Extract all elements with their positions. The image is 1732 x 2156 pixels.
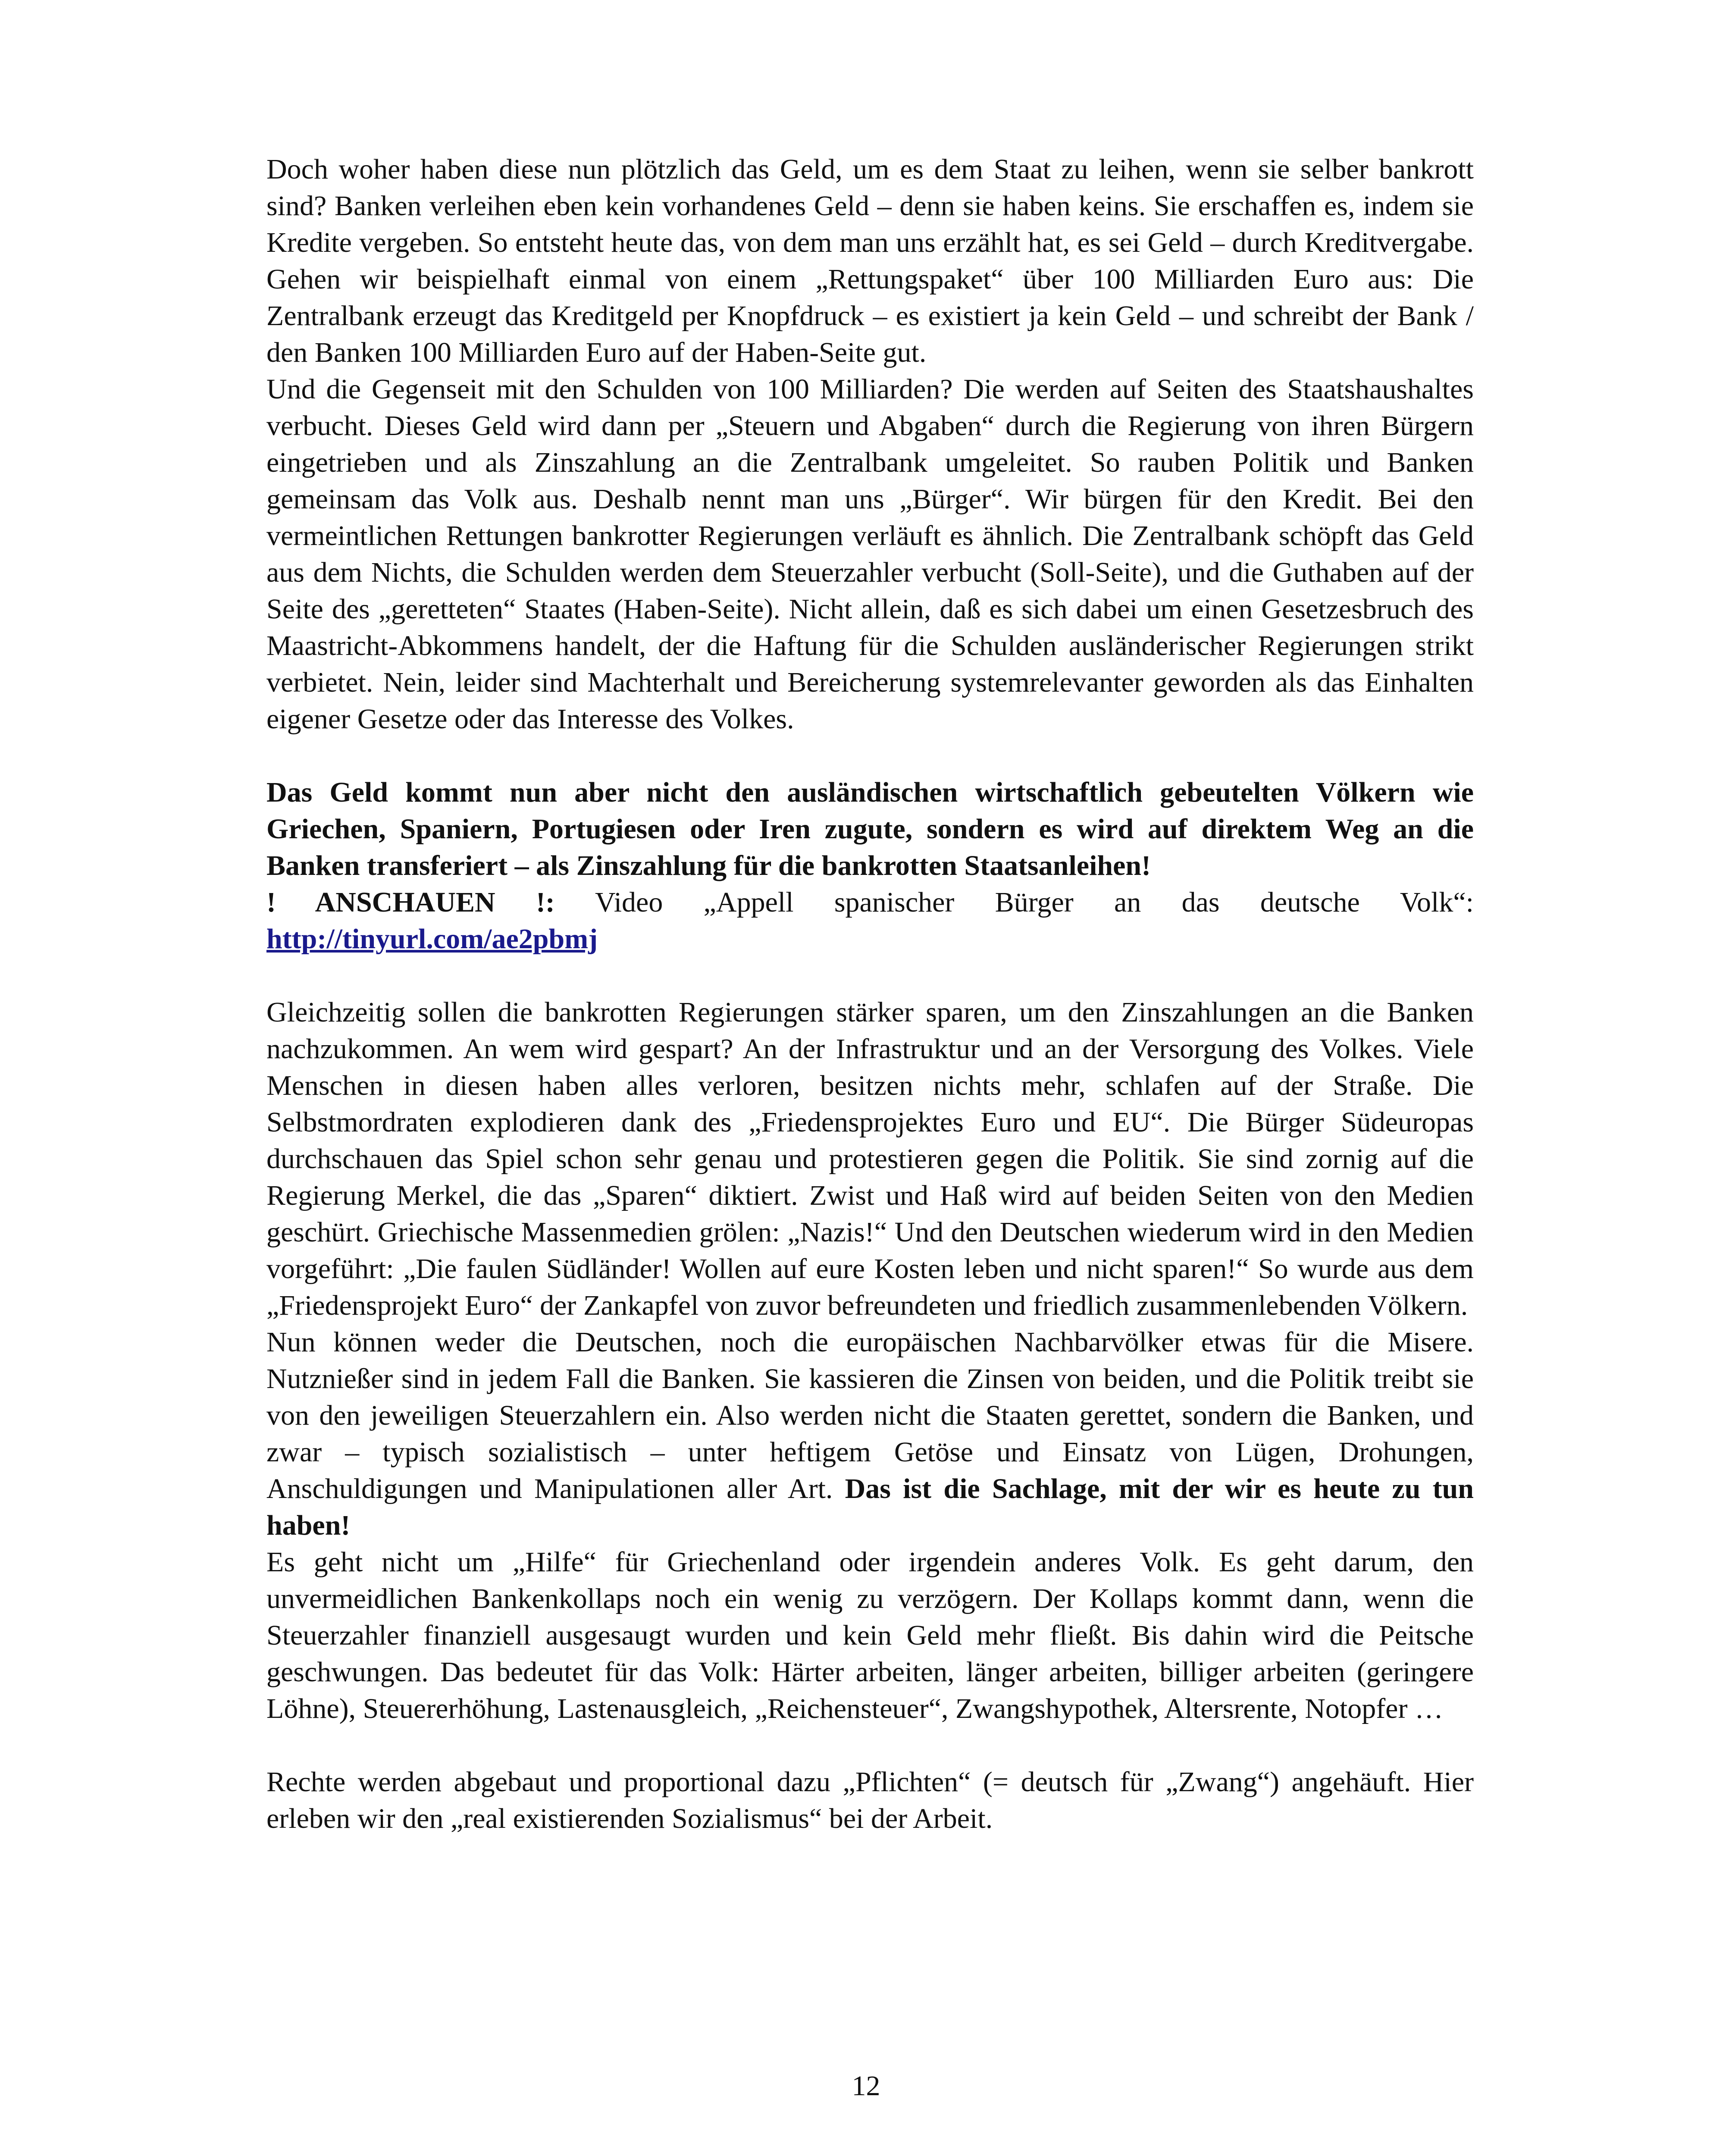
- paragraph-gap: [266, 1727, 1474, 1764]
- watch-notice: ! ANSCHAUEN !:: [266, 887, 555, 918]
- paragraph-gap: [266, 737, 1474, 774]
- video-link[interactable]: http://tinyurl.com/ae2pbmj: [266, 923, 598, 955]
- paragraph-2: Und die Gegenseit mit den Schulden von 100 Milliarden? Die werden auf Seiten des Staatshaushaltes verbucht. Dieses Geld wird dann per „Steuern und Abgaben“ durch die Regierung von ihren Bürgern eingetrieben und als Zinszahlung an die Zentralbank umgeleitet. So rauben Politik und Banken gemeinsam das Volk aus. Deshalb nennt man uns „Bürger“. Wir bürgen für den Kredit. Bei den vermeintlichen Rettungen bankrotter Regierungen verläuft es ähnlich. Die Zentralbank schöpft das Geld aus dem Nichts, die Schulden werden dem Steuerzahler verbucht (Soll-Seite), und die Guthaben auf der Seite des „geretteten“ Staates (Haben-Seite). Nicht allein, daß es sich dabei um einen Gesetzesbruch des Maastricht-Abkommens handelt, der die Haftung für die Schulden ausländerischer Regierungen strikt verbietet. Nein, leider sind Machterhalt und Bereicherung systemrelevanter geworden als das Einhalten eigener Gesetze oder das Interesse des Volkes.: [266, 373, 1474, 735]
- paragraph-gap: [266, 957, 1474, 994]
- paragraph-4-video: [266, 884, 1474, 957]
- paragraph-5: Gleichzeitig sollen die bankrotten Regierungen stärker sparen, um den Zinszahlungen an die Banken nachzukommen. An wem wird gespart? An der Infrastruktur und an der Versorgung des Volkes. Viele Menschen in diesen haben alles verloren, besitzen nichts mehr, schlafen auf der Straße. Die Selbstmordraten explodieren dank des „Friedensprojektes Euro und EU“. Die Bürger Südeuropas durchschauen das Spiel schon sehr genau und protestieren gegen die Politik. Sie sind zornig auf die Regierung Merkel, die das „Sparen“ diktiert. Zwist und Haß wird auf beiden Seiten von den Medien geschürt. Griechische Massenmedien grölen: „Nazis!“ Und den Deutschen wiederum wird in den Medien vorgeführt: „Die faulen Südländer! Wollen auf eure Kosten leben und nicht sparen!“ So wurde aus dem „Friedensprojekt Euro“ der Zankapfel von zuvor befreundeten und friedlich zusammenlebenden Völkern.: [266, 997, 1474, 1321]
- page-number: 12: [852, 2070, 880, 2102]
- video-description: Video „Appell spanischer Bürger an das deutsche Volk“:: [554, 887, 1474, 918]
- paragraph-7: Es geht nicht um „Hilfe“ für Griechenland oder irgendein anderes Volk. Es geht darum, den unvermeidlichen Bankenkollaps noch ein wenig zu verzögern. Der Kollaps kommt dann, wenn die Steuerzahler finanziell ausgesaugt wurden und kein Geld mehr fließt. Bis dahin wird die Peitsche geschwungen. Das bedeutet für das Volk: Härter arbeiten, länger arbeiten, billiger arbeiten (geringere Löhne), Steuererhöhung, Lastenausgleich, „Reichensteuer“, Zwangshypothek, Altersrente, Notopfer …: [266, 1546, 1474, 1724]
- paragraph-6-text: Nun können weder die Deutschen, noch die europäischen Nachbarvölker etwas für die Misere. Nutznießer sind in jedem Fall die Banken. Sie kassieren die Zinsen von beiden, und die Politik treibt sie von den jeweiligen Steuerzahlern ein. Also werden nicht die Staaten gerettet, sondern die Banken, und zwar – typisch sozialistisch – unter heftigem Getöse und Einsatz von Lügen, Drohungen, Anschuldigungen und Manipulationen aller Art.: [266, 1326, 1474, 1504]
- paragraph-3-bold: Das Geld kommt nun aber nicht den ausländischen wirtschaftlich gebeutelten Völkern wie Griechen, Spaniern, Portugiesen oder Iren zugute, sondern es wird auf direktem Weg an die Banken transferiert – als Zinszahlung für die bankrotten Staatsanleihen!: [266, 777, 1474, 881]
- paragraph-6-bold: Das ist die Sachlage, mit der wir es heute zu tun haben!: [266, 1473, 1474, 1541]
- paragraph-8: Rechte werden abgebaut und proportional dazu „Pflichten“ (= deutsch für „Zwang“) angehäuft. Hier erleben wir den „real existierenden Sozialismus“ bei der Arbeit.: [266, 1766, 1474, 1834]
- paragraph-6: [266, 1324, 1474, 1544]
- paragraph-1: Doch woher haben diese nun plötzlich das Geld, um es dem Staat zu leihen, wenn sie selber bankrott sind? Banken verleihen eben kein vorhandenes Geld – denn sie haben keins. Sie erschaffen es, indem sie Kredite vergeben. So entsteht heute das, von dem man uns erzählt hat, es sei Geld – durch Kreditvergabe. Gehen wir beispielhaft einmal von einem „Rettungspaket“ über 100 Milliarden Euro aus: Die Zentralbank erzeugt das Kreditgeld per Knopfdruck – es existiert ja kein Geld – und schreibt der Bank / den Banken 100 Milliarden Euro auf der Haben-Seite gut.: [266, 154, 1474, 368]
- document-body: [266, 151, 1474, 1837]
